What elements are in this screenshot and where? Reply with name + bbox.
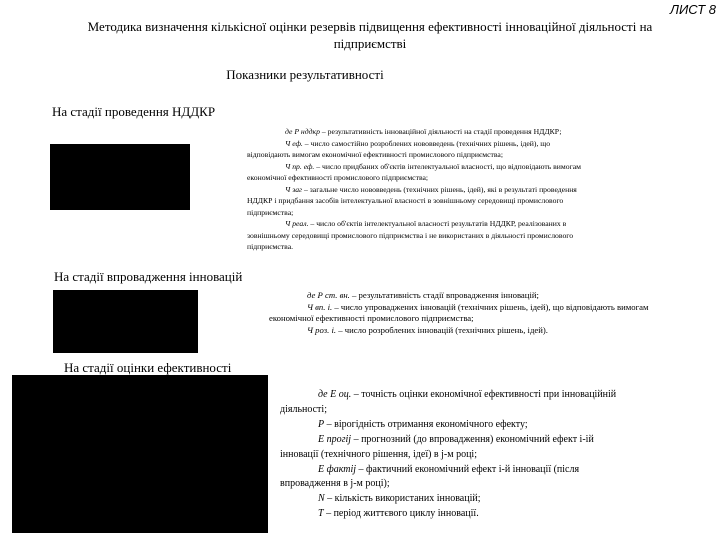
legend-line <box>280 418 710 433</box>
legend-text: – кількість використаних інновацій; <box>324 493 481 505</box>
legend-text: економічної ефективності промислового підприємства; <box>269 313 474 324</box>
legend-symbol: T <box>318 508 324 520</box>
legend-symbol: Р <box>318 418 325 430</box>
legend-text: – число упроваджених інновацій (технічних рішень, ідей), що відповідають вимогам <box>332 301 649 312</box>
legend-line <box>247 218 707 230</box>
legend-text: впровадження в j-м році); <box>280 478 390 490</box>
legend-text: – число самостійно розроблених нововведень (технічних рішень, ідей), що <box>302 138 551 148</box>
legend-symbol: Ч вп. і. <box>307 301 333 312</box>
legend-line <box>280 463 710 478</box>
legend-text: НДДКР і придбання засобів інтелектуальної власності в зовнішньому середовищі промислового <box>247 196 564 205</box>
legend-text: підприємства; <box>247 207 294 217</box>
section-heading: Показники результативності <box>226 67 384 82</box>
legend-line <box>247 172 707 184</box>
title-line-1: Методика визначення кількісної оцінки резервів підвищення ефективності інноваційної діяльності на <box>87 19 653 34</box>
legend-line <box>280 433 710 448</box>
legend-line <box>269 302 717 314</box>
legend-text: економічної ефективності промислового підприємства; <box>247 173 429 182</box>
legend-line <box>247 184 707 196</box>
legend-text: – період життєвого циклу інновації. <box>323 508 479 520</box>
legend-text: – загальне число нововведень (технічних рішень, ідей), які в результаті проведення <box>302 184 577 194</box>
sheet-label: ЛИСТ 8 <box>670 2 716 17</box>
page-title <box>40 18 700 52</box>
legend-symbol: Е прогij <box>318 433 352 445</box>
legend-symbol: Ч еф. <box>285 138 303 148</box>
legend-symbol: де Е оц. <box>318 389 352 400</box>
formula-image-stage-2 <box>53 290 198 353</box>
legend-text: діяльності; <box>280 403 327 415</box>
legend-line <box>269 325 717 337</box>
legend-text: – число придбаних об'єктів інтелектуальної власності, що відповідають вимогам <box>314 161 582 171</box>
legend-symbol: де Р ст. вн. <box>307 290 350 300</box>
legend-text: – результативність інноваційної діяльності на стадії проведення НДДКР; <box>319 127 562 136</box>
legend-line <box>280 477 710 492</box>
stage-3-legend <box>280 388 710 522</box>
legend-symbol: Ч реал. <box>285 219 309 228</box>
legend-text: – точність оцінки економічної ефективності при інноваційній <box>351 389 617 400</box>
legend-line <box>247 230 707 242</box>
legend-line <box>247 195 707 207</box>
legend-text: зовнішньому середовищі промислового підприємства і не використаних в діяльності промислового <box>247 230 574 240</box>
legend-text: інновації (технічного рішення, ідеї) в j-м році; <box>280 448 477 460</box>
legend-symbol: Ч пр. еф. <box>285 161 315 171</box>
legend-symbol: де Р нддкр <box>285 127 320 136</box>
legend-text: – фактичний економічний ефект і-й інновації (після <box>356 463 580 475</box>
legend-text: відповідають вимогам економічної ефективності промислового підприємства; <box>247 150 503 159</box>
legend-text: – прогнозний (до впровадження) економічний ефект і-ій <box>351 433 594 445</box>
legend-line <box>280 403 710 418</box>
title-line-2: підприємстві <box>333 36 407 51</box>
legend-symbol: N <box>318 493 325 505</box>
legend-line <box>247 138 707 150</box>
legend-line <box>247 207 707 219</box>
legend-line <box>280 492 710 507</box>
stage-1-heading: На стадії проведення НДДКР <box>52 104 216 119</box>
legend-line <box>247 149 707 161</box>
legend-symbol: Ч роз. і. <box>307 325 337 336</box>
legend-text: – число об'єктів інтелектуальної власності результатів НДДКР, реалізованих в <box>308 219 567 228</box>
legend-line <box>280 507 710 522</box>
stage-2-heading: На стадії впровадження інновацій <box>54 269 243 284</box>
legend-text: – число розроблених інновацій (технічних рішень, ідей). <box>336 325 548 336</box>
legend-line <box>280 448 710 463</box>
stage-3-heading: На стадії оцінки ефективності <box>64 360 232 375</box>
formula-image-stage-1 <box>50 144 190 210</box>
legend-line <box>247 161 707 173</box>
stage-2-legend <box>269 290 717 337</box>
formula-image-stage-3 <box>12 375 268 533</box>
legend-text: – результативність стадії впровадження інновацій; <box>349 290 539 300</box>
legend-text: підприємства. <box>247 242 294 251</box>
legend-line <box>280 388 710 403</box>
stage-1-legend <box>247 126 707 253</box>
legend-line <box>269 290 717 302</box>
legend-symbol: Ч заг <box>285 184 303 194</box>
legend-line <box>269 313 717 325</box>
legend-line <box>247 126 707 138</box>
legend-symbol: Е фактij <box>318 463 357 475</box>
legend-line <box>247 241 707 253</box>
legend-text: – вірогідність отримання економічного ефекту; <box>324 418 528 430</box>
